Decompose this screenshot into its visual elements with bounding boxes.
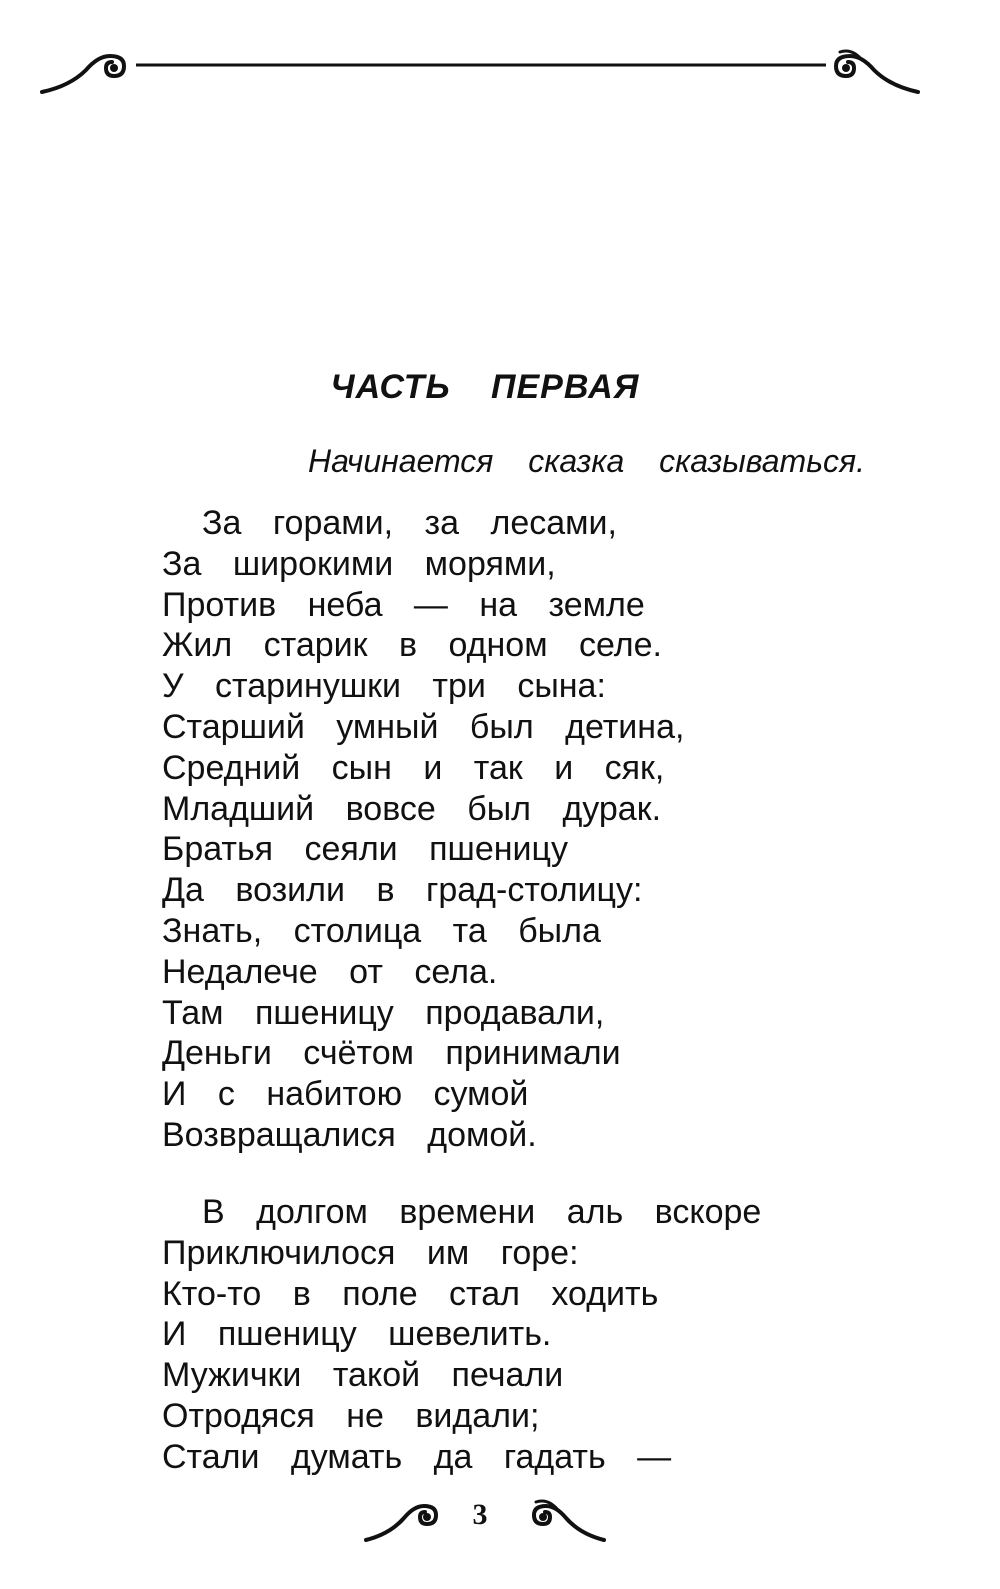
verse-line: Деньги счётом принимали (162, 1034, 621, 1073)
verse-line: Мужички такой печали (162, 1356, 564, 1395)
stanza-2 (162, 1192, 761, 1478)
verse-line: Средний сын и так и сяк, (162, 748, 665, 787)
verse-line: Против неба — на земле (162, 585, 645, 624)
top-ornament-rule (40, 40, 920, 100)
epigraph: Начинается сказка сказываться. (308, 443, 866, 479)
verse-line: И с набитою сумой (162, 1075, 529, 1114)
verse-line: Да возили в град-столицу: (162, 871, 643, 910)
verse-line: Братья сеяли пшеницу (162, 830, 568, 869)
verse-line: Возвращалися домой. (162, 1115, 537, 1154)
verse-line: И пшеницу шевелить. (162, 1315, 552, 1354)
left-curl-icon (42, 56, 124, 92)
right-curl-icon (534, 1501, 604, 1540)
verse-line: Стали думать да гадать — (162, 1437, 672, 1476)
right-curl-icon (836, 51, 918, 92)
verse-line: Приключилося им горе: (162, 1233, 579, 1272)
verse-line: Недалече от села. (162, 952, 498, 991)
page-number: 3 (472, 1498, 488, 1531)
verse-line: В долгом времени аль вскоре (202, 1193, 762, 1231)
part-title: ЧАСТЬ ПЕРВАЯ (330, 368, 640, 406)
verse-line: За широкими морями, (162, 544, 556, 583)
verse-line: За горами, за лесами, (202, 504, 617, 542)
verse-line: Отродяся не видали; (162, 1396, 540, 1435)
verse-line: Кто-то в поле стал ходить (162, 1274, 659, 1313)
verse-line: Знать, столица та была (162, 911, 601, 950)
left-curl-icon (366, 1506, 436, 1540)
verse-line: Старший умный был детина, (162, 707, 685, 746)
verse-line: Там пшеницу продавали, (162, 993, 605, 1032)
verse-line: У старинушки три сына: (162, 667, 606, 706)
stanza-1 (162, 503, 684, 1156)
verse-line: Жил старик в одном селе. (162, 626, 662, 665)
verse-line: Младший вовсе был дурак. (162, 789, 662, 828)
